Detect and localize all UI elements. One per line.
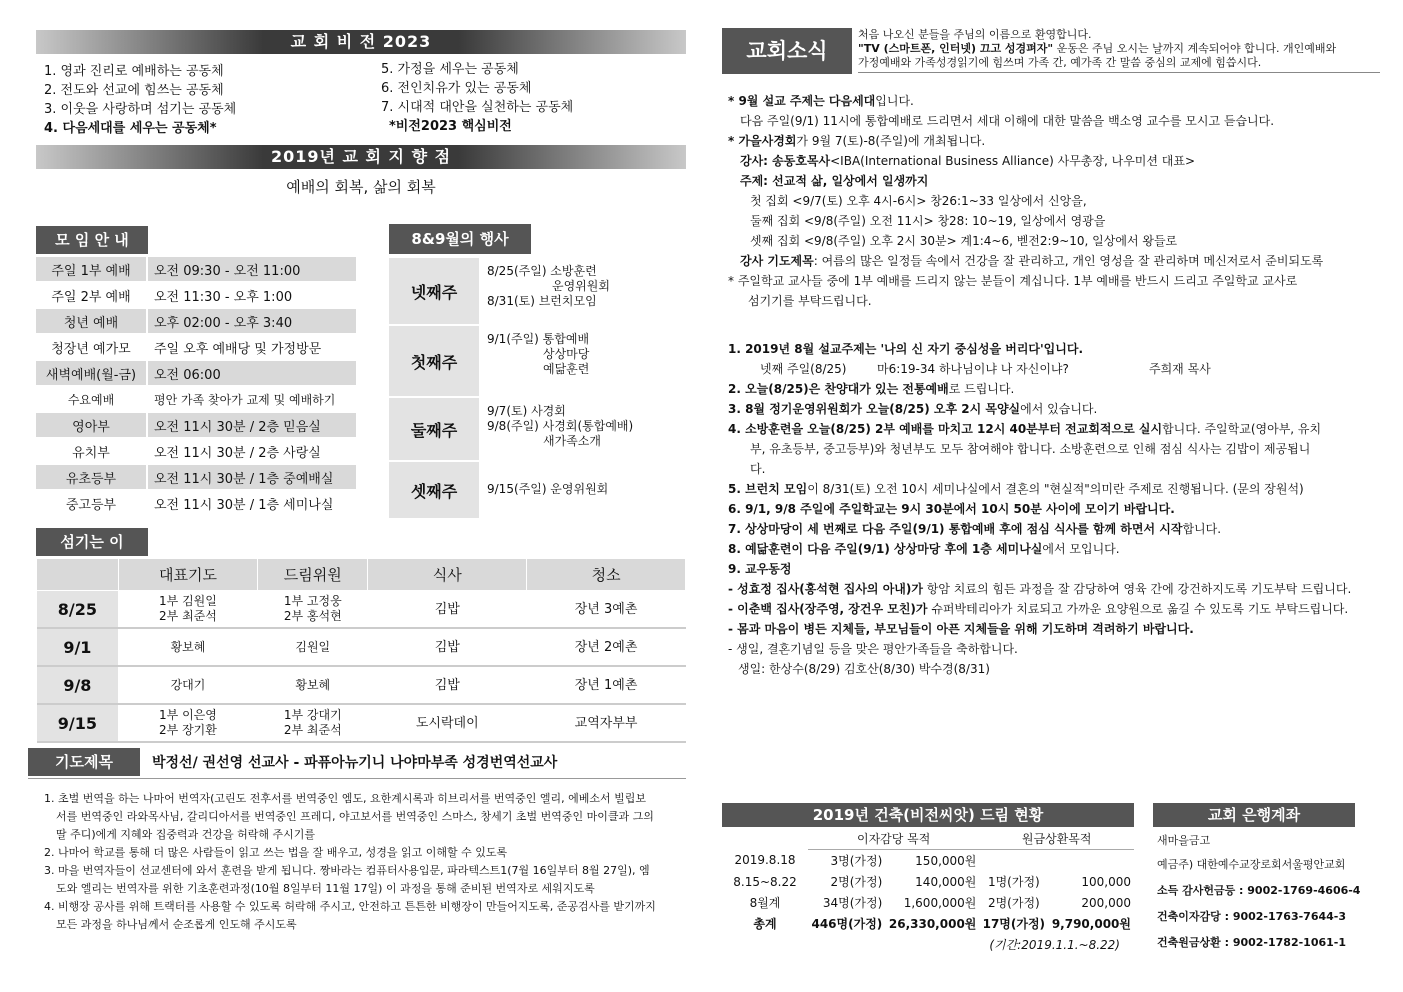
news-line: - 몸과 마음이 병든 지체들, 부모님들이 아픈 지체들을 위해 기도하며 격려하기 바랍니다. <box>728 622 1194 636</box>
bank-line: 예금주) 대한예수교장로회서울평안교회 <box>1157 858 1346 871</box>
serve-row <box>37 704 686 742</box>
serve-row <box>37 666 686 704</box>
vision-item: 1. 영과 진리로 예배하는 공동체 <box>44 64 224 79</box>
serve-prayer: 황보혜 <box>118 628 257 666</box>
schedule-row <box>36 464 356 490</box>
serve-header-cell: 청소 <box>527 559 686 591</box>
schedule-time: 오전 09:30 - 오전 11:00 <box>147 257 356 282</box>
news-line: 다음 주일(9/1) 11시에 통합예배로 드리면서 세대 이해에 대한 말씀을 백소영 교수를 모시고 듣습니다. <box>740 114 1275 128</box>
event-details: 8/25(주일) 소방훈련 운영위원회 8/31(토) 브런치모임 <box>487 264 610 308</box>
serve-header <box>37 559 686 591</box>
serve-clean: 장년 2예촌 <box>527 628 686 666</box>
news-line: * 가을사경회가 9월 7(토)-8(주일)에 개최됩니다. <box>728 134 986 148</box>
bank-line: 건축이자감당 : 9002-1763-7644-3 <box>1157 910 1347 923</box>
fund-row: 2019.8.18 3명(가정) 150,000원 <box>734 853 977 868</box>
event-row <box>389 258 687 326</box>
schedule-time: 오후 02:00 - 오후 3:40 <box>147 308 356 334</box>
schedule-tab: 모 임 안 내 <box>36 226 148 254</box>
news-intro-line: 가정예배와 가족성경읽기에 힘쓰며 가족 간, 예가족 간 말씀 중심의 교제에 힘씁시다. <box>858 56 1262 69</box>
prayer-list <box>44 790 656 934</box>
schedule-row <box>36 282 356 308</box>
serve-prayer: 1부 이은영 2부 장기환 <box>118 704 257 742</box>
event-details: 9/7(토) 사경회 9/8(주일) 사경회(통합예배) 새가족소개 <box>487 404 634 448</box>
schedule-time: 주일 오후 예배당 및 가정방문 <box>147 334 356 360</box>
vision-item: 5. 가정을 세우는 공동체 <box>381 62 519 77</box>
serve-dream: 1부 강대기 2부 최준석 <box>258 704 368 742</box>
event-row <box>389 326 687 398</box>
serve-date: 9/15 <box>37 704 119 742</box>
prayer-divider <box>28 778 686 779</box>
bank-info <box>1157 832 1377 960</box>
fund-header <box>722 828 1134 850</box>
serve-prayer: 강대기 <box>118 666 257 704</box>
schedule-time: 오전 11시 30분 / 1층 중예배실 <box>147 464 356 490</box>
event-details: 9/1(주일) 통합예배 상상마당 예닮훈련 <box>487 332 590 376</box>
vision-item: 3. 이웃을 사랑하며 섬기는 공동체 <box>44 102 237 117</box>
schedule-row <box>36 438 356 464</box>
news-line: 강사 기도제목: 여름의 많은 일정들 속에서 건강을 잘 관리하고, 개인 영성을 잘 관리하며 메신저로서 준비되도록 <box>740 254 1324 268</box>
news-body <box>728 91 1368 679</box>
news-line: 5. 브런치 모임이 8/31(토) 오전 10시 세미나실에서 결혼의 "현실적"의미란 주제로 진행됩니다. (문의 장원석) <box>728 482 1304 496</box>
serve-clean: 장년 1예촌 <box>527 666 686 704</box>
news-line: 첫 집회 <9/7(토) 오후 4시-6시> 창26:1~33 일상에서 신앙을, <box>750 194 1087 208</box>
serve-dream: 1부 고정웅 2부 홍석현 <box>258 591 368 629</box>
news-line: 2. 오늘(8/25)은 찬양대가 있는 전통예배로 드립니다. <box>728 382 1015 396</box>
schedule-row <box>36 334 356 360</box>
serve-row <box>37 628 686 666</box>
serve-clean: 교역자부부 <box>527 704 686 742</box>
serve-tab: 섬기는 이 <box>36 528 148 556</box>
fund-period-row <box>722 934 1134 955</box>
vision-list-right <box>381 60 681 136</box>
prayer-item: 4. 비행장 공사를 위해 트랙터를 사용할 수 있도록 허락해 주시고, 안전하고 튼튼한 비행장이 만들어지도록, 준공검사를 받기까지 모든 과정을 하나님께서 순조롭게 인도해 주시도록 <box>44 900 656 931</box>
news-line: 1. 2019년 8월 설교주제는 '나의 신 자기 중심성을 버리다'입니다. <box>728 342 1084 356</box>
prayer-tab: 기도제목 <box>28 748 140 776</box>
news-line: 8. 예닮훈련이 다음 주일(9/1) 상상마당 후에 1층 세미나실에서 모입니다. <box>728 542 1120 556</box>
news-intro <box>858 28 1380 73</box>
vision-list-left <box>44 62 374 138</box>
news-line: 다. <box>750 462 766 476</box>
serve-prayer: 1부 김원일 2부 최준석 <box>118 591 257 629</box>
news-intro-line: 처음 나오신 분들을 주님의 이름으로 환영합니다. <box>858 28 1092 41</box>
event-row <box>389 462 687 520</box>
bank-line: 건축원금상환 : 9002-1782-1061-1 <box>1157 936 1347 949</box>
bank-title: 교회 은행계좌 <box>1153 803 1355 827</box>
bank-line: 소득 감사헌금등 : 9002-1769-4606-4 <box>1157 884 1361 897</box>
schedule-time: 오전 11시 30분 / 2층 사랑실 <box>147 438 356 464</box>
schedule-row <box>36 386 356 412</box>
news-line: 셋째 집회 <9/8(주일) 오후 2시 30분> 계1:4~6, 벧전2:9~10, 일상에서 왕들로 <box>750 234 1178 248</box>
event-week: 첫째주 <box>389 326 479 396</box>
news-line: * 주일학교 교사들 중에 1부 예배를 드리지 않는 분들이 계십니다. 1부 예배를 반드시 드리고 주일학교 교사로 <box>728 274 1298 288</box>
serve-clean: 장년 3예촌 <box>527 591 686 629</box>
news-line: 부, 유초등부, 중고등부)와 청년부도 모두 참여해야 합니다. 소방훈련으로 인해 점심 식사는 김밥이 제공됩니 <box>750 442 1311 456</box>
direction-banner: 2019년 교 회 지 향 점 <box>36 145 686 169</box>
vision-core-note: *비전2023 핵심비전 <box>389 119 512 134</box>
fund-row: 8월계 34명(가정) 1,600,000원 2명(가정) 200,000 <box>749 895 1131 910</box>
schedule-name: 영아부 <box>36 412 147 438</box>
fund-title: 2019년 건축(비전씨앗) 드림 현황 <box>722 803 1134 827</box>
news-line: - 생일, 결혼기념일 등을 맞은 평안가족들을 축하합니다. <box>728 642 1018 656</box>
events-tab: 8&9월의 행사 <box>389 224 531 254</box>
schedule-name: 주일 1부 예배 <box>36 257 147 282</box>
news-intro-line: "TV (스마트폰, 인터넷) 끄고 성경펴자" 운동은 주님 오시는 날까지 계속되어야 합니다. 개인예배와 <box>858 42 1337 55</box>
prayer-item: 2. 나마어 학교를 통해 더 많은 사람들이 읽고 쓰는 법을 잘 배우고, 성경을 읽고 이해할 수 있도록 <box>44 846 508 859</box>
event-week: 셋째주 <box>389 462 479 518</box>
vision-banner: 교 회 비 전 2023 <box>36 30 686 54</box>
serve-date: 9/8 <box>37 666 119 704</box>
fund-table <box>722 828 1134 955</box>
serve-table <box>36 558 686 743</box>
serve-header-cell: 드림위원 <box>258 559 368 591</box>
serve-meal: 김밥 <box>368 591 527 629</box>
vision-item: 2. 전도와 선교에 힘쓰는 공동체 <box>44 83 224 98</box>
news-line: 6. 9/1, 9/8 주일에 주일학교는 9시 30분에서 10시 50분 사이에 모이기 바랍니다. <box>728 502 1175 516</box>
prayer-item: 3. 마을 번역자들이 선교센터에 와서 훈련을 받게 됩니다. 짱바라는 컴퓨터사용입문, 파라텍스트1(7월 16일부터 8월 27일), 엠도와 엘리는 번역자를 위한 기초훈련과정(10월 8일부터 11월 17일) 이 과정을 통해 준비된 번역자로 세워지도록 <box>44 864 650 895</box>
bank-line: 새마을금고 <box>1157 834 1211 847</box>
serve-meal: 도시락데이 <box>368 704 527 742</box>
fund-period: (기간:2019.1.1.~8.22) <box>989 938 1120 952</box>
news-line: - 이춘백 집사(장주영, 장건우 모친)가 슈퍼박테리아가 치료되고 가까운 요양원으로 옮길 수 있도록 기도 부탁드립니다. <box>728 602 1349 616</box>
schedule-name: 수요예배 <box>36 386 147 412</box>
schedule-name: 유치부 <box>36 438 147 464</box>
schedule-name: 유초등부 <box>36 464 147 490</box>
schedule-row <box>36 490 356 516</box>
vision-item: 4. 다음세대를 세우는 공동체* <box>44 121 217 136</box>
schedule-name: 새벽예배(월-금) <box>36 360 147 386</box>
serve-header-cell: 식사 <box>368 559 527 591</box>
serve-meal: 김밥 <box>368 666 527 704</box>
schedule-table <box>36 257 356 517</box>
events-list <box>389 258 687 520</box>
schedule-name: 청장년 예가모 <box>36 334 147 360</box>
event-week: 둘째주 <box>389 398 479 460</box>
schedule-name: 중고등부 <box>36 490 147 516</box>
news-line: 둘째 집회 <9/8(주일) 오전 11시> 창28: 10~19, 일상에서 영광을 <box>750 214 1106 228</box>
schedule-row <box>36 412 356 438</box>
news-line: 9. 교우동정 <box>728 562 792 576</box>
news-line: - 성효정 집사(홍석현 집사의 아내)가 항암 치료의 힘든 과정을 잘 감당하여 영육 간에 강건하지도록 기도부탁 드립니다. <box>728 582 1352 596</box>
serve-dream: 황보혜 <box>258 666 368 704</box>
news-line: * 9월 설교 주제는 다음세대입니다. <box>728 94 914 108</box>
news-line: 3. 8월 정기운영위원회가 오늘(8/25) 오후 2시 목양실에서 있습니다. <box>728 402 1098 416</box>
direction-subtitle: 예배의 회복, 삶의 회복 <box>286 178 436 196</box>
schedule-name: 청년 예배 <box>36 308 147 334</box>
news-line: 강사: 송동호목사<IBA(International Business Alliance) 사무총장, 나우미션 대표> <box>740 154 1196 168</box>
news-title: 교회소식 <box>722 28 852 74</box>
vision-item: 7. 시대적 대안을 실천하는 공동체 <box>381 100 574 115</box>
fund-header-interest: 이자감당 목적 <box>808 828 979 850</box>
schedule-time: 오전 11시 30분 / 2층 믿음실 <box>147 412 356 438</box>
prayer-item: 1. 초벌 번역을 하는 나마어 번역자(고린도 전후서를 번역중인 엠도, 요한계시록과 히브리서를 번역중인 엘리, 에베소서 빌립보서를 번역중인 라와목사님, 갈리디아서를 번역중인 프레디, 야고보서를 번역중인 스마스, 창세기 초벌 번역중인 마이클과 그의 딸 주디)에게 지혜와 집중력과 건강을 허락해 주시기를 <box>44 792 654 841</box>
fund-row-total: 총계 446명(가정) 26,330,000원 17명(가정) 9,790,000원 <box>753 917 1131 931</box>
serve-meal: 김밥 <box>368 628 527 666</box>
event-row <box>389 398 687 462</box>
serve-header-cell <box>37 559 119 591</box>
schedule-row <box>36 360 356 386</box>
serve-row <box>37 591 686 629</box>
serve-dream: 김원일 <box>258 628 368 666</box>
schedule-row <box>36 308 356 334</box>
serve-date: 9/1 <box>37 628 119 666</box>
news-line: 주제: 선교적 삶, 일상에서 일생까지 <box>740 174 929 188</box>
prayer-headline: 박정선/ 권선영 선교사 - 파퓨아뉴기니 나야마부족 성경번역선교사 <box>152 755 558 771</box>
serve-header-cell: 대표기도 <box>118 559 257 591</box>
serve-date: 8/25 <box>37 591 119 629</box>
event-week: 넷째주 <box>389 258 479 324</box>
schedule-time: 오전 06:00 <box>147 360 356 386</box>
event-details: 9/15(주일) 운영위원회 <box>487 482 609 496</box>
schedule-row <box>36 257 356 282</box>
schedule-time: 오전 11:30 - 오후 1:00 <box>147 282 356 308</box>
news-line: 7. 상상마당이 세 번째로 다음 주일(9/1) 통합예배 후에 점심 식사를 함께 하면서 시작합니다. <box>728 522 1222 536</box>
news-line: 생일: 한상수(8/29) 김호산(8/30) 박수경(8/31) <box>738 662 990 676</box>
fund-row: 8.15~8.22 2명(가정) 140,000원 1명(가정) 100,000 <box>733 874 1131 889</box>
vision-item: 6. 전인치유가 있는 공동체 <box>381 81 532 96</box>
news-line: 4. 소방훈련을 오늘(8/25) 2부 예배를 마치고 12시 40분부터 전교회적으로 실시합니다. 주일학교(영아부, 유치 <box>728 422 1322 436</box>
schedule-time: 오전 11시 30분 / 1층 세미나실 <box>147 490 356 516</box>
fund-header-principal: 원금상환목적 <box>979 828 1134 850</box>
news-line: 넷째 주일(8/25) 마6:19-34 하나님이냐 나 자신이냐? 주희재 목사 <box>760 362 1211 376</box>
schedule-name: 주일 2부 예배 <box>36 282 147 308</box>
news-line: 섬기기를 부탁드립니다. <box>748 294 872 308</box>
schedule-time: 평안 가족 찾아가 교제 및 예배하기 <box>147 386 356 412</box>
